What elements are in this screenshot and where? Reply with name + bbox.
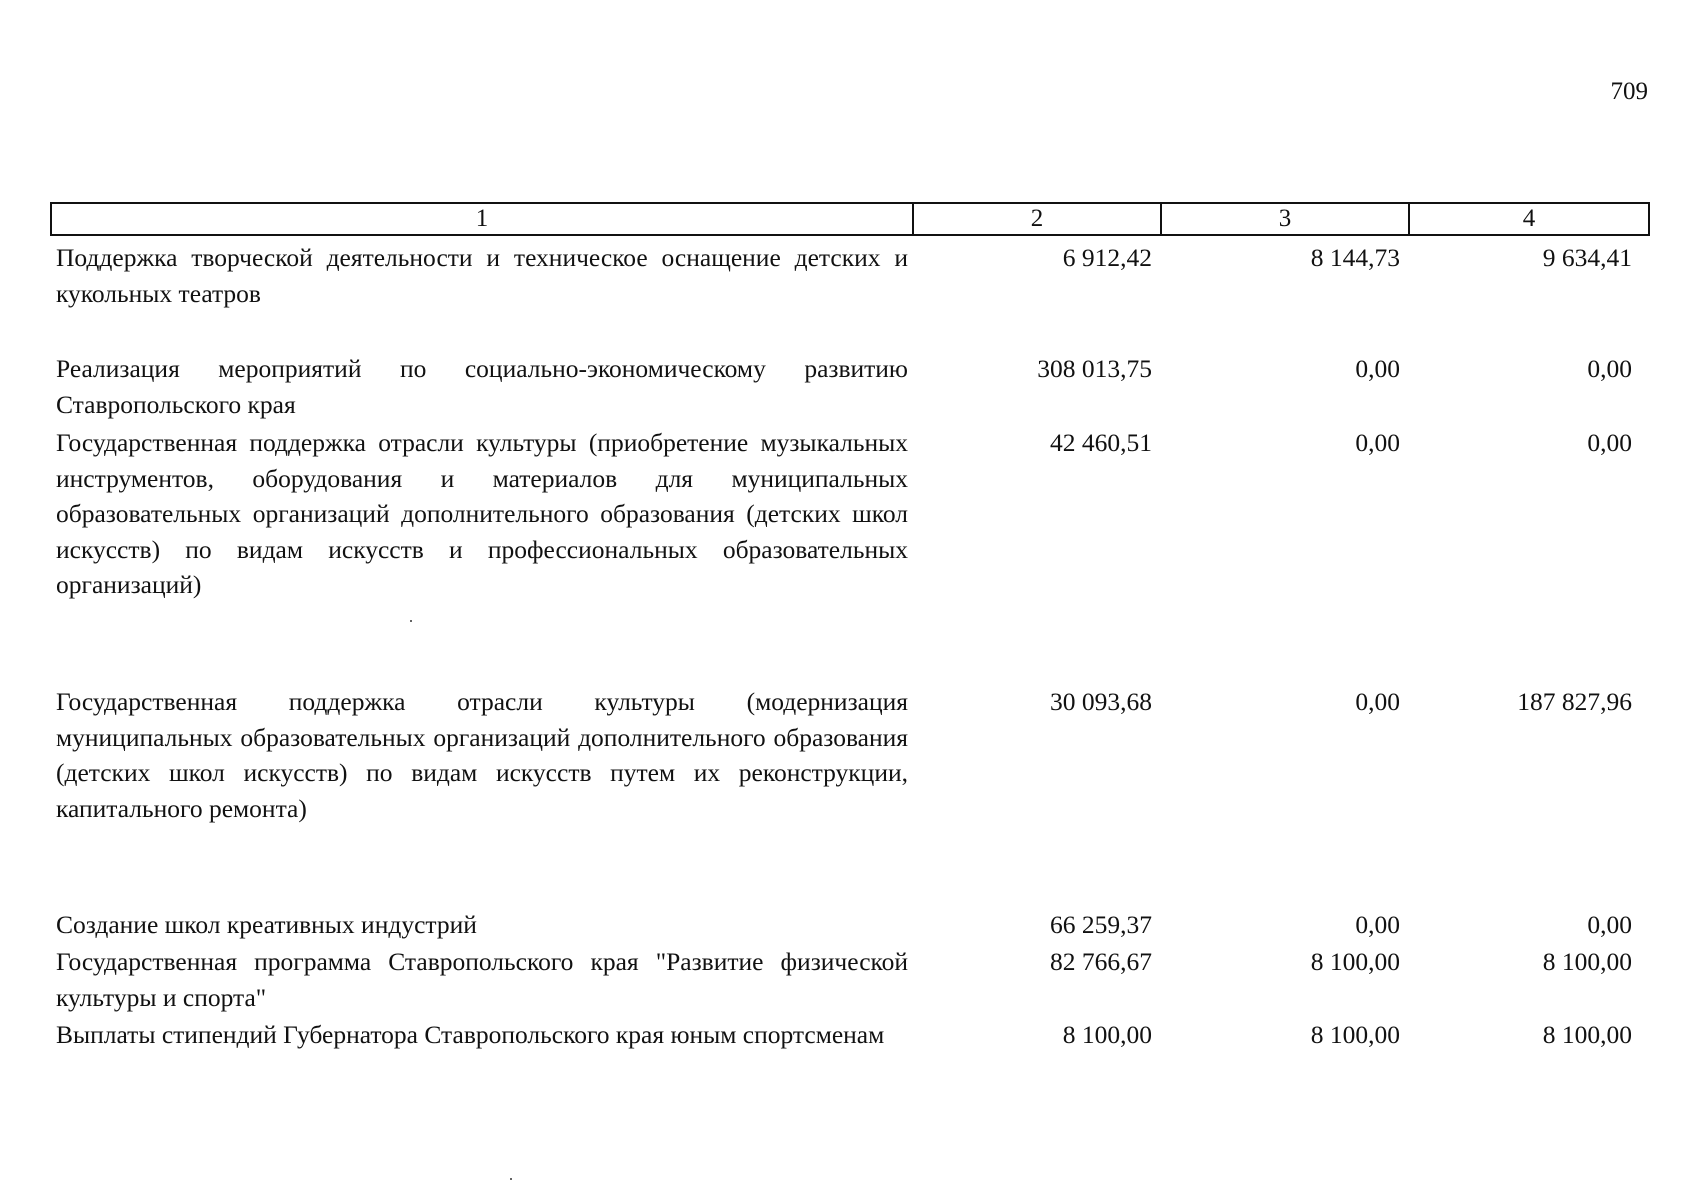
row-value-col2: 6 912,42 xyxy=(1062,243,1152,272)
row-value-col4: 0,00 xyxy=(1587,428,1632,457)
row-description: Поддержка творческой деятельности и техническое оснащение детских и кукольных театров xyxy=(56,243,908,308)
row-description: Государственная поддержка отрасли культуры (приобретение музыкальных инструментов, оборудования и материалов для муниципальных образовательных организаций дополнительного образования (детских школ искусств) по видам искусств и профессиональных образовательных организаций) xyxy=(56,428,908,599)
row-value-col2: 82 766,67 xyxy=(1050,947,1152,976)
column-header-3: 3 xyxy=(1160,204,1408,234)
row-value-col3: 0,00 xyxy=(1355,687,1400,716)
table-header-row xyxy=(50,202,1650,236)
row-description: Государственная программа Ставропольского края "Развитие физической культуры и спорта" xyxy=(56,947,908,1012)
row-value-col3: 0,00 xyxy=(1355,910,1400,939)
scan-speck xyxy=(410,620,412,622)
page-number: 709 xyxy=(1610,78,1648,105)
column-header-2: 2 xyxy=(912,204,1160,234)
row-value-col4: 0,00 xyxy=(1587,910,1632,939)
column-header-1: 1 xyxy=(475,205,489,232)
row-value-col2: 66 259,37 xyxy=(1050,910,1152,939)
row-value-col3: 8 100,00 xyxy=(1310,1020,1400,1049)
row-description: Выплаты стипендий Губернатора Ставропольского края юным спортсменам xyxy=(56,1020,885,1049)
row-value-col4: 8 100,00 xyxy=(1542,947,1632,976)
row-description: Создание школ креативных индустрий xyxy=(56,910,477,939)
row-value-col4: 0,00 xyxy=(1587,354,1632,383)
row-value-col2: 308 013,75 xyxy=(1037,354,1152,383)
row-description: Реализация мероприятий по социально-экономическому развитию Ставропольского края xyxy=(56,354,908,419)
row-value-col3: 8 144,73 xyxy=(1310,243,1400,272)
scan-speck xyxy=(510,1178,512,1180)
row-value-col2: 30 093,68 xyxy=(1050,687,1152,716)
row-value-col3: 0,00 xyxy=(1355,354,1400,383)
row-value-col3: 8 100,00 xyxy=(1310,947,1400,976)
row-value-col4: 187 827,96 xyxy=(1517,687,1632,716)
row-value-col4: 8 100,00 xyxy=(1542,1020,1632,1049)
row-value-col4: 9 634,41 xyxy=(1542,243,1632,272)
row-value-col3: 0,00 xyxy=(1355,428,1400,457)
row-value-col2: 42 460,51 xyxy=(1050,428,1152,457)
column-header-4: 4 xyxy=(1408,204,1648,234)
row-description: Государственная поддержка отрасли культуры (модернизация муниципальных образовательных организаций дополнительного образования (детских школ искусств) по видам искусств путем их реконструкции, капитального ремонта) xyxy=(56,687,908,823)
row-value-col2: 8 100,00 xyxy=(1062,1020,1152,1049)
